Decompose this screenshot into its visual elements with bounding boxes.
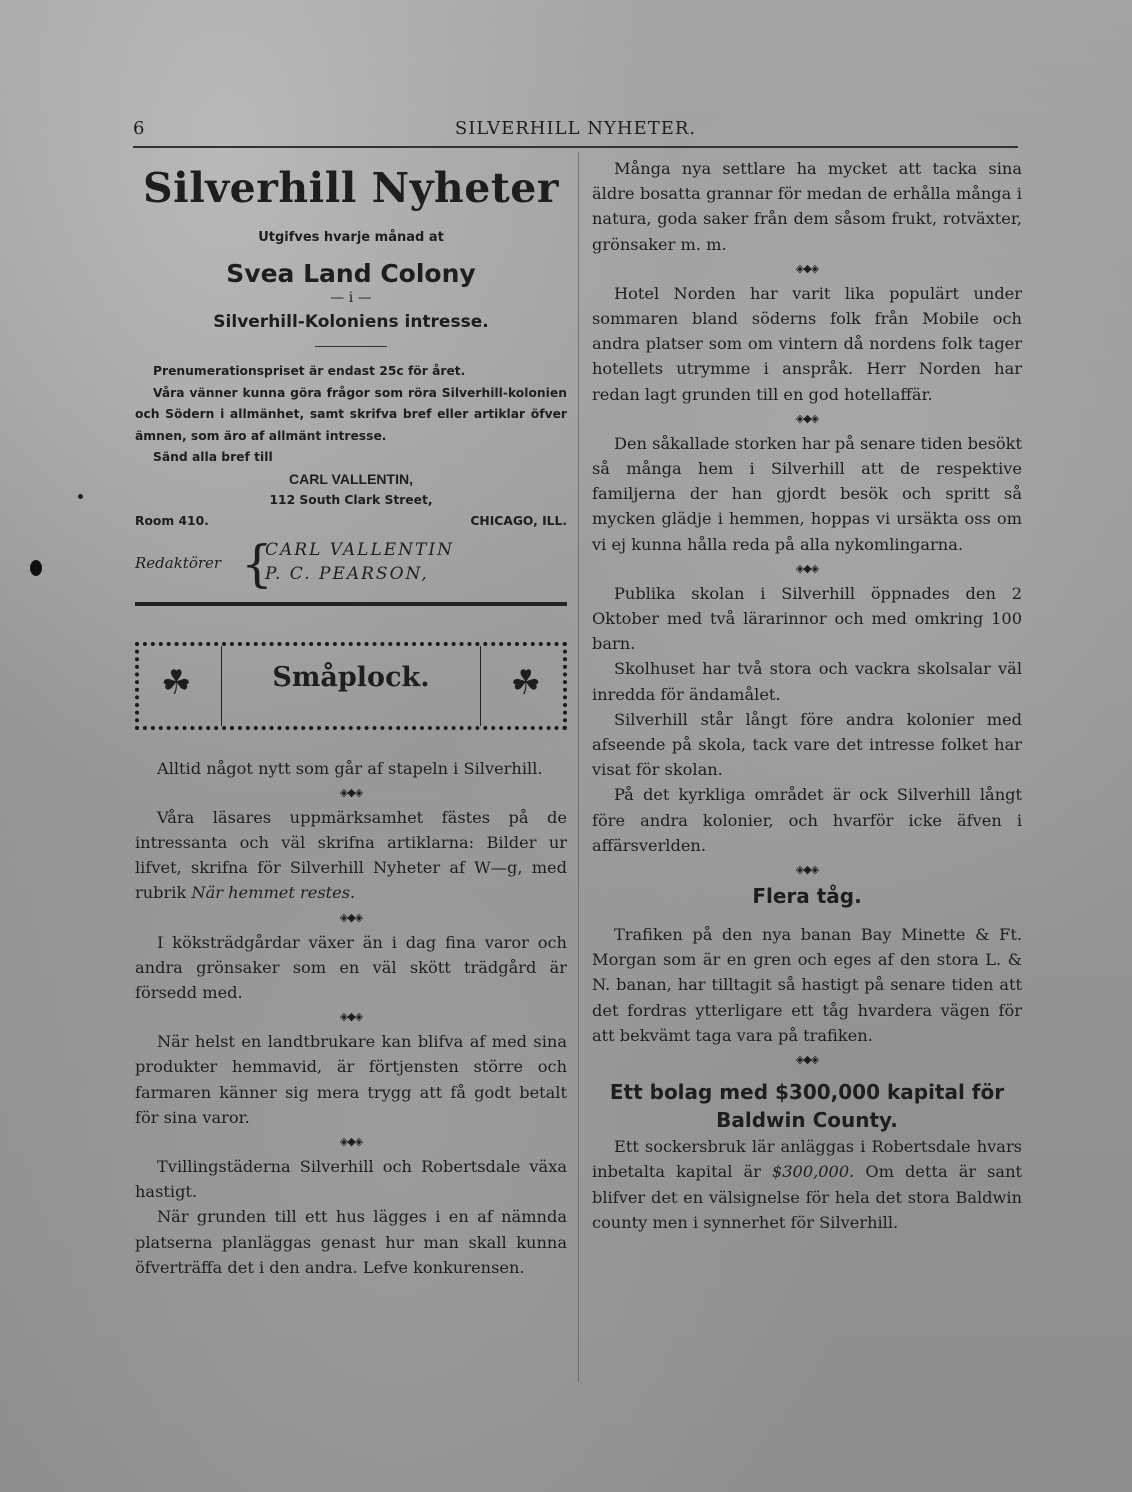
editors-block xyxy=(135,534,567,594)
terms-invitation: Våra vänner kunna göra frågor som röra Silverhill-kolonien och Södern i allmänhet, samt skrifva bref eller artiklar öfver ämnen, som äro af allmänt intresse. xyxy=(135,385,567,443)
news-item: Skolhuset har två stora och vackra skolsalar väl inredda för ändamålet. xyxy=(592,659,1022,704)
left-column xyxy=(135,160,567,1280)
news-item-text: Ett sockersbruk lär anläggas i Robertsdale hvars inbetalta kapital är xyxy=(592,1137,1022,1182)
diamond-ornament-icon: ◈◆◈ xyxy=(339,785,363,799)
news-item: Silverhill står långt före andra kolonier med afseende på skola, tack vare det intresse folket har visat för skolan. xyxy=(592,709,1022,780)
diamond-ornament-icon: ◈◆◈ xyxy=(795,411,819,425)
capital-amount: $300,000. xyxy=(771,1162,855,1182)
address-room: Room 410. xyxy=(135,513,209,528)
page-number: 6 xyxy=(133,118,145,139)
diamond-ornament-icon: ◈◆◈ xyxy=(795,863,819,877)
colony-name: Svea Land Colony xyxy=(226,259,476,288)
news-item-text: Om detta är sant blifver det en välsignelse för hela det stora Baldwin county men i synnerhet för Silverhill. xyxy=(592,1162,1023,1232)
news-item: Hotel Norden har varit lika populärt under sommaren bland söderns folk från Mobile och andra platser som om vintern då nordens folk tager hotellets utrymme i anspråk. Herr Norden har redan lagt grunden till en god hotellaffär. xyxy=(592,283,1022,404)
editor-name: CARL VALLENTIN xyxy=(265,539,454,560)
terms-send-to: Sänd alla bref till xyxy=(153,450,273,464)
diamond-ornament-icon: ◈◆◈ xyxy=(339,1134,363,1148)
address-street: 112 South Clark Street, xyxy=(269,492,433,507)
heading-line: Ett bolag med $300,000 kapital för xyxy=(609,1080,1005,1105)
news-item-text: Våra läsares uppmärksamhet fästes på de intressanta och väl skrifna artiklarna: Bilder ur lifvet, skrifna för Silverhill Nyheter af W—g, med rubrik xyxy=(135,807,567,903)
news-item: Alltid något nytt som går af stapeln i Silverhill. xyxy=(157,758,543,778)
news-item: När helst en landtbrukare kan blifva af med sina produkter hemmavid, är förtjensten större och farmaren känner sig mera trygg att få godt betalt för sina varor. xyxy=(135,1032,567,1127)
brace-icon: { xyxy=(241,534,273,593)
news-item xyxy=(592,1134,1022,1235)
news-item: Många nya settlare ha mycket att tacka sina äldre bosatta grannar för medan de erhålla många i natura, goda saker från dem såsom frukt, rotväxter, grönsaker m. m. xyxy=(592,159,1022,254)
column-divider xyxy=(578,152,579,1382)
article-title: När hemmet restes. xyxy=(191,883,356,903)
news-item: Trafiken på den nya banan Bay Minette & Ft. Morgan som är en gren och eges af den stora L. & N. banan, har tilltagit så hastigt på senare tiden att det fordras ytterligare ett tåg hvardera vägen för att bekvämt taga vara på trafiken. xyxy=(592,925,1022,1045)
news-item: Tvillingstäderna Silverhill och Robertsdale växa hastigt. xyxy=(135,1156,567,1202)
running-head: SILVERHILL NYHETER. xyxy=(454,118,697,139)
double-rule xyxy=(135,602,567,606)
news-item: Den såkallade storken har på senare tiden besökt så många hem i Silverhill att de respektive familjerna der han gjordt besök och spritt så mycken glädje i hemmen, hoppas vi ursäkta oss om vi ej kunna hålla reda på alla nykomlingarna. xyxy=(592,433,1022,554)
colony-separator: — i — xyxy=(330,290,372,306)
news-items xyxy=(135,756,567,1280)
news-item: När grunden till ett hus lägges i en af nämnda platserna planläggas genast hur man skall kunna öfverträffa det i den andra. Lefve konkurensen. xyxy=(135,1207,567,1277)
editor-name: P. C. PEARSON, xyxy=(265,563,429,584)
section-heading: Flera tåg. xyxy=(752,884,862,909)
editors-label: Redaktörer xyxy=(135,553,222,572)
colony-interest: Silverhill-Koloniens intresse. xyxy=(213,312,489,332)
masthead-subtitle: Utgifves hvarje månad at xyxy=(258,230,444,245)
terms-price: Prenumerationspriset är endast 25c för året. xyxy=(153,364,466,378)
news-item: Publika skolan i Silverhill öppnades den 2 Oktober med två lärarinnor och med omkring 100 barn. xyxy=(592,583,1022,654)
address-name: CARL VALLENTIN, xyxy=(289,470,413,487)
news-item: På det kyrkliga området är ock Silverhill långt före andra kolonier, och hvarför icke äfven i affärsverlden. xyxy=(592,785,1022,855)
address-row xyxy=(135,511,567,532)
news-item: I köksträdgårdar växer än i dag fina varor och andra grönsaker som en väl skött trädgård är försedd med. xyxy=(135,932,567,1002)
section-title: Småplock. xyxy=(272,661,430,693)
subscription-terms xyxy=(135,361,567,469)
ink-blot xyxy=(30,560,42,576)
diamond-ornament-icon: ◈◆◈ xyxy=(795,1053,819,1067)
address-city: CHICAGO, ILL. xyxy=(470,513,567,528)
heading-line: Baldwin County. xyxy=(716,1108,898,1133)
shamrock-icon: ☘ xyxy=(161,662,192,703)
diamond-ornament-icon: ◈◆◈ xyxy=(339,910,363,924)
diamond-ornament-icon: ◈◆◈ xyxy=(795,561,819,575)
short-rule xyxy=(315,346,387,347)
diamond-ornament-icon: ◈◆◈ xyxy=(795,261,819,275)
page-header xyxy=(133,112,1018,148)
masthead-title: Silverhill Nyheter xyxy=(143,164,559,212)
diamond-ornament-icon: ◈◆◈ xyxy=(339,1010,363,1024)
news-item xyxy=(135,805,567,906)
right-column xyxy=(592,156,1022,1235)
section-heading xyxy=(592,1078,1022,1134)
ink-speck xyxy=(78,494,83,499)
shamrock-icon: ☘ xyxy=(510,662,541,703)
smaplock-banner xyxy=(135,642,567,730)
